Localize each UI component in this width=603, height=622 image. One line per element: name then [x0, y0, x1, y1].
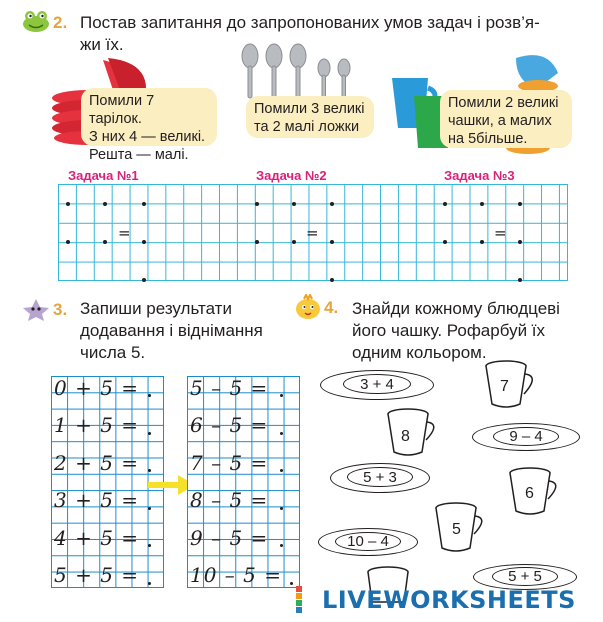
cup-number: 8: [401, 428, 410, 445]
equals-sign: =: [306, 224, 319, 242]
addition-row: 4 + 5 =: [54, 526, 140, 550]
callout-line: на 5більше.: [448, 131, 528, 147]
answer-slot: [292, 240, 296, 244]
answer-slot: [66, 202, 70, 206]
saucer-expression: 10 – 4: [335, 532, 401, 551]
answer-slot: [480, 202, 484, 206]
answer-slot: [148, 582, 151, 585]
answer-slot: [255, 202, 259, 206]
instruction-line: додавання і віднімання: [80, 321, 263, 340]
saucer-expression: 5 + 5: [492, 567, 558, 586]
callout-cups: [440, 90, 572, 148]
callout-line: чашки, а малих: [448, 113, 552, 129]
answer-slot: [518, 240, 522, 244]
answer-slot: [280, 469, 283, 472]
task3-icon-star: [22, 298, 50, 322]
answer-slot: [518, 278, 522, 282]
subtraction-row: 8 – 5 =: [190, 488, 269, 512]
saucer[interactable]: [320, 370, 434, 400]
answer-slot: [148, 432, 151, 435]
task4-icon-chick: [294, 294, 322, 320]
subtraction-row: 5 – 5 =: [190, 376, 269, 400]
answer-slot: [142, 240, 146, 244]
equals-sign: =: [118, 224, 131, 242]
answer-slot: [280, 432, 283, 435]
addition-row: 3 + 5 =: [54, 488, 140, 512]
instruction-line: його чашку. Рофарбуй їх: [352, 321, 546, 340]
subtraction-row: 6 – 5 =: [190, 413, 269, 437]
answer-slot: [103, 202, 107, 206]
liveworksheets-wordmark[interactable]: LIVEWORKSHEETS: [322, 586, 576, 614]
saucer[interactable]: [318, 528, 418, 556]
liveworksheets-logo-icon: [296, 584, 318, 614]
subtraction-grid[interactable]: [187, 376, 300, 588]
answer-slot: [280, 507, 283, 510]
cup[interactable]: [384, 408, 444, 458]
answer-slot: [66, 240, 70, 244]
answer-slot: [480, 240, 484, 244]
addition-row: 2 + 5 =: [54, 451, 140, 475]
task-label-2: Задача №2: [256, 168, 327, 183]
spoons-illustration: [238, 42, 373, 102]
answer-slot: [255, 240, 259, 244]
answer-slot: [148, 394, 151, 397]
answer-slot: [148, 507, 151, 510]
task2-instruction: Постав запитання до запропонованих умов задач і розв’я-: [80, 13, 540, 32]
task2-instruction-line2: жи їх.: [80, 35, 124, 54]
task4-number: 4.: [324, 298, 339, 317]
instruction-line: одним кольором.: [352, 343, 487, 362]
callout-line: З них 4 — великі.: [89, 129, 206, 145]
answer-slot: [280, 394, 283, 397]
saucer-expression: 5 + 3: [347, 467, 413, 487]
instruction-line: Запиши результати: [80, 299, 232, 318]
callout-line: Помили 7 тарілок.: [89, 93, 155, 127]
task2-number: 2.: [53, 13, 68, 32]
answer-slot: [443, 202, 447, 206]
answer-slot: [103, 240, 107, 244]
answer-slot: [330, 278, 334, 282]
answer-slot: [330, 202, 334, 206]
task3-number: 3.: [53, 300, 68, 319]
saucer[interactable]: [330, 463, 430, 493]
cup[interactable]: [482, 360, 544, 410]
callout-line: Помили 3 великі: [254, 101, 365, 117]
subtraction-row: 7 – 5 =: [190, 451, 269, 475]
cup-number: 7: [500, 378, 509, 395]
addition-row: 1 + 5 =: [54, 413, 140, 437]
subtraction-row: 10 – 5 =: [190, 563, 283, 587]
saucer[interactable]: [472, 423, 580, 451]
answer-slot: [330, 240, 334, 244]
answer-slot: [148, 469, 151, 472]
answer-slot: [443, 240, 447, 244]
cup[interactable]: [506, 467, 566, 517]
cup[interactable]: [432, 502, 492, 554]
instruction-line: числа 5.: [80, 343, 146, 362]
callout-spoons: [246, 96, 374, 138]
cup-number: 6: [525, 485, 534, 502]
task2-icon-frog: [22, 10, 50, 32]
cup-number: 5: [452, 521, 461, 538]
callout-plates: [81, 88, 217, 163]
addition-row: 0 + 5 =: [54, 376, 140, 400]
task4-instruction: [352, 298, 560, 364]
answer-slot: [280, 544, 283, 547]
answer-slot: [518, 202, 522, 206]
task-label-3: Задача №3: [444, 168, 515, 183]
task3-instruction: [80, 298, 263, 364]
saucer-expression: 3 + 4: [343, 374, 411, 394]
task-label-1: Задача №1: [68, 168, 139, 183]
answer-slot: [142, 278, 146, 282]
instruction-line: Знайди кожному блюдцеві: [352, 299, 560, 318]
equals-sign: =: [494, 224, 507, 242]
saucer-expression: 9 – 4: [493, 427, 559, 446]
answer-slot: [290, 582, 293, 585]
answer-slot: [292, 202, 296, 206]
addition-row: 5 + 5 =: [54, 563, 140, 587]
callout-line: Решта — малі.: [89, 147, 189, 163]
callout-line: Помили 2 великі: [448, 95, 559, 111]
subtraction-row: 9 – 5 =: [190, 526, 269, 550]
answer-slot: [142, 202, 146, 206]
callout-line: та 2 малі ложки: [254, 119, 360, 135]
answer-slot: [148, 544, 151, 547]
